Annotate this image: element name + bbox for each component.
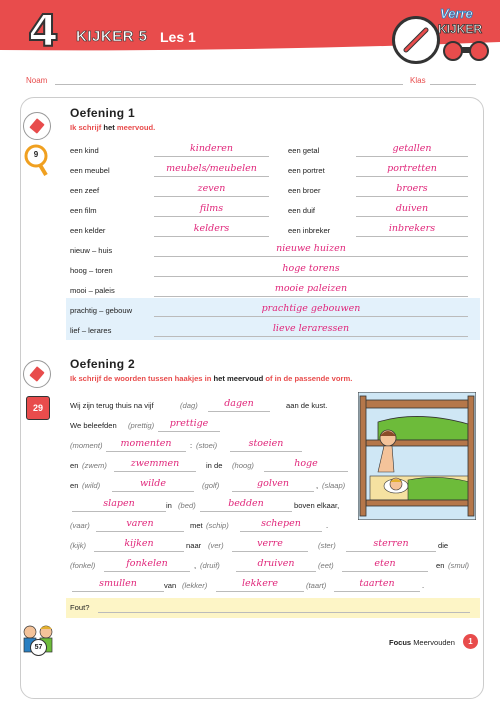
answer-text: bedden <box>228 498 264 509</box>
sentence-text: in de <box>206 461 223 470</box>
word-label: een getal <box>288 146 320 155</box>
sentence-text: en <box>70 481 79 490</box>
answer-text: fonkelen <box>126 558 168 569</box>
hint-word: (stoei) <box>196 441 218 450</box>
sentence-text: en <box>70 461 79 470</box>
answer-line[interactable] <box>230 451 302 452</box>
footer-caption <box>389 638 455 647</box>
answer-line[interactable] <box>154 156 269 157</box>
sentence-text: aan de kust. <box>286 401 328 410</box>
phrase-label: nieuw – huis <box>70 246 113 255</box>
answer-text: duiven <box>395 203 429 214</box>
answer-line[interactable] <box>104 571 190 572</box>
answer-text: dagen <box>224 398 254 409</box>
phrase-label: hoog – toren <box>70 266 113 275</box>
page-number <box>463 634 478 649</box>
answer-line[interactable] <box>154 256 468 257</box>
hint-word: (moment) <box>70 441 103 450</box>
hint-word: (wild) <box>82 481 101 490</box>
hint-word: (lekker) <box>182 581 208 590</box>
sentence-text: , <box>316 481 319 490</box>
sentence-text: . <box>326 521 329 530</box>
sentence-text: naar <box>186 541 202 550</box>
answer-text: prettige <box>169 418 209 429</box>
answer-line[interactable] <box>154 296 468 297</box>
pencil-logo-icon <box>392 16 440 64</box>
hint-word: (dag) <box>180 401 198 410</box>
answer-line[interactable] <box>342 571 428 572</box>
answer-line[interactable] <box>232 551 308 552</box>
answer-line[interactable] <box>154 276 468 277</box>
answer-text: zeven <box>197 183 226 194</box>
sentence-text: Wij zijn terug thuis na vijf <box>70 401 154 410</box>
hint-word: (taart) <box>306 581 327 590</box>
hint-word: (slaap) <box>322 481 346 490</box>
calendar-badge-number: 29 <box>32 403 43 413</box>
answer-text: sterren <box>373 538 409 549</box>
sentence-text: van <box>164 581 177 590</box>
logo-top-text: Verre <box>440 6 473 21</box>
word-label: een duif <box>288 206 316 215</box>
answer-line[interactable] <box>72 511 166 512</box>
answer-line[interactable] <box>154 176 269 177</box>
page-number-text: 1 <box>468 637 473 646</box>
answer-line[interactable] <box>240 531 322 532</box>
sentence-text: : <box>190 441 193 450</box>
phrase-label: prachtig – gebouw <box>70 306 133 315</box>
sentence-text: in <box>166 501 172 510</box>
footer-topic: Meervouden <box>413 638 455 647</box>
answer-text: films <box>199 203 224 214</box>
answer-text: eten <box>374 558 396 569</box>
hint-word: (druif) <box>200 561 220 570</box>
answer-line[interactable] <box>346 551 436 552</box>
hint-word: (hoog) <box>232 461 254 470</box>
answer-line[interactable] <box>112 491 194 492</box>
phrase-label: lief – lerares <box>70 326 112 335</box>
footer-page-badge-number: 57 <box>34 644 43 651</box>
pencil-circle-icon <box>23 360 51 388</box>
answer-text: broers <box>396 183 428 194</box>
answer-line[interactable] <box>356 196 468 197</box>
answer-text: kinderen <box>190 143 233 154</box>
answer-line[interactable] <box>72 591 164 592</box>
word-label: een film <box>70 206 97 215</box>
footer-focus: Focus <box>389 638 412 647</box>
unit-number: 4 <box>28 6 59 57</box>
lesson-label: Les 1 <box>160 29 196 45</box>
answer-line[interactable] <box>154 216 269 217</box>
answer-text: nieuwe huizen <box>276 243 346 254</box>
lesson-badge-number: 9 <box>33 150 39 159</box>
answer-line[interactable] <box>216 591 304 592</box>
answer-line[interactable] <box>200 511 292 512</box>
answer-text: lekkere <box>242 578 278 589</box>
phrase-label: mooi – paleis <box>70 286 115 295</box>
hint-word: (ver) <box>208 541 224 550</box>
class-field[interactable] <box>430 84 476 85</box>
answer-line[interactable] <box>154 236 269 237</box>
hint-word: (vaar) <box>70 521 90 530</box>
magnifier-badge-icon <box>24 144 52 178</box>
answer-line[interactable] <box>154 336 468 337</box>
answer-line[interactable] <box>106 451 186 452</box>
answer-text: golven <box>257 478 289 489</box>
word-label: een broer <box>288 186 321 195</box>
binoculars-icon <box>440 40 492 62</box>
answer-line[interactable] <box>94 551 184 552</box>
answer-text: verre <box>257 538 283 549</box>
fout-field[interactable] <box>98 612 470 613</box>
hint-word: (eet) <box>318 561 334 570</box>
answer-line[interactable] <box>114 471 196 472</box>
hint-word: (bed) <box>178 501 196 510</box>
answer-text: momenten <box>120 438 172 449</box>
answer-text: taarten <box>359 578 395 589</box>
answer-line[interactable] <box>158 431 220 432</box>
exercise-1-instruction: Ik schrijf het meervoud. <box>70 123 156 132</box>
answer-text: lieve leraressen <box>272 323 350 334</box>
hint-word: (fonkel) <box>70 561 96 570</box>
answer-text: slapen <box>103 498 135 509</box>
word-label: een kind <box>70 146 99 155</box>
answer-text: zwemmen <box>130 458 180 469</box>
verre-kijker-logo <box>436 6 496 64</box>
sentence-text: , <box>194 561 197 570</box>
answer-text: varen <box>126 518 154 529</box>
hint-word: (schip) <box>206 521 229 530</box>
hint-word: (kijk) <box>70 541 87 550</box>
name-field[interactable] <box>55 84 403 85</box>
calendar-badge-icon <box>26 396 50 420</box>
answer-text: smullen <box>99 578 137 589</box>
name-label: Noam <box>26 76 48 85</box>
exercise-2-instruction: Ik schrijf de woorden tussen haakjes in het meervoud of in de passende vorm. <box>70 374 353 383</box>
sentence-text: die <box>438 541 449 550</box>
answer-text: druiven <box>257 558 295 569</box>
word-label: een zeef <box>70 186 100 195</box>
fout-label: Fout? <box>70 603 90 612</box>
answer-text: inbrekers <box>388 223 436 234</box>
sentence-text: boven elkaar, <box>294 501 340 510</box>
answer-line[interactable] <box>236 571 316 572</box>
answer-text: mooie paleizen <box>274 283 348 294</box>
answer-text: hoge <box>294 458 318 469</box>
answer-line[interactable] <box>232 491 314 492</box>
answer-text: kelders <box>193 223 230 234</box>
answer-line[interactable] <box>264 471 348 472</box>
answer-text: meubels/meubelen <box>166 163 257 174</box>
answer-line[interactable] <box>96 531 184 532</box>
sentence-text: met <box>190 521 203 530</box>
answer-text: getallen <box>392 143 432 154</box>
header-title: KIJKER 5 <box>76 28 148 45</box>
sentence-text: . <box>422 581 425 590</box>
word-label: een kelder <box>70 226 106 235</box>
footer-page-badge <box>30 639 47 656</box>
answer-line[interactable] <box>356 156 468 157</box>
exercise-1-title: Oefening 1 <box>70 106 136 120</box>
answer-line[interactable] <box>154 316 468 317</box>
answer-text: kijken <box>124 538 154 549</box>
pencil-circle-icon <box>23 112 51 140</box>
answer-line[interactable] <box>208 411 270 412</box>
answer-line[interactable] <box>356 176 468 177</box>
class-label: Klas <box>410 76 426 85</box>
answer-text: prachtige gebouwen <box>261 303 361 314</box>
answer-line[interactable] <box>356 216 468 217</box>
answer-text: hoge torens <box>282 263 340 274</box>
hint-word: (smul) <box>448 561 470 570</box>
hint-word: (ster) <box>318 541 336 550</box>
hint-word: (zwem) <box>82 461 107 470</box>
answer-text: wilde <box>140 478 166 489</box>
word-label: een meubel <box>70 166 110 175</box>
answer-text: portretten <box>387 163 437 174</box>
answer-line[interactable] <box>334 591 420 592</box>
logo-bottom-text: KIJKER <box>438 22 483 36</box>
answer-line[interactable] <box>356 236 468 237</box>
answer-line[interactable] <box>154 196 269 197</box>
fout-band <box>66 598 480 618</box>
sentence-text: We beleefden <box>70 421 117 430</box>
answer-text: stoeien <box>248 438 284 449</box>
word-label: een portret <box>288 166 325 175</box>
hint-word: (prettig) <box>128 421 155 430</box>
answer-text: schepen <box>261 518 301 529</box>
hint-word: (golf) <box>202 481 220 490</box>
bunk-bed-illustration <box>358 392 476 520</box>
exercise-2-title: Oefening 2 <box>70 357 136 371</box>
sentence-text: en <box>436 561 445 570</box>
word-label: een inbreker <box>288 226 331 235</box>
